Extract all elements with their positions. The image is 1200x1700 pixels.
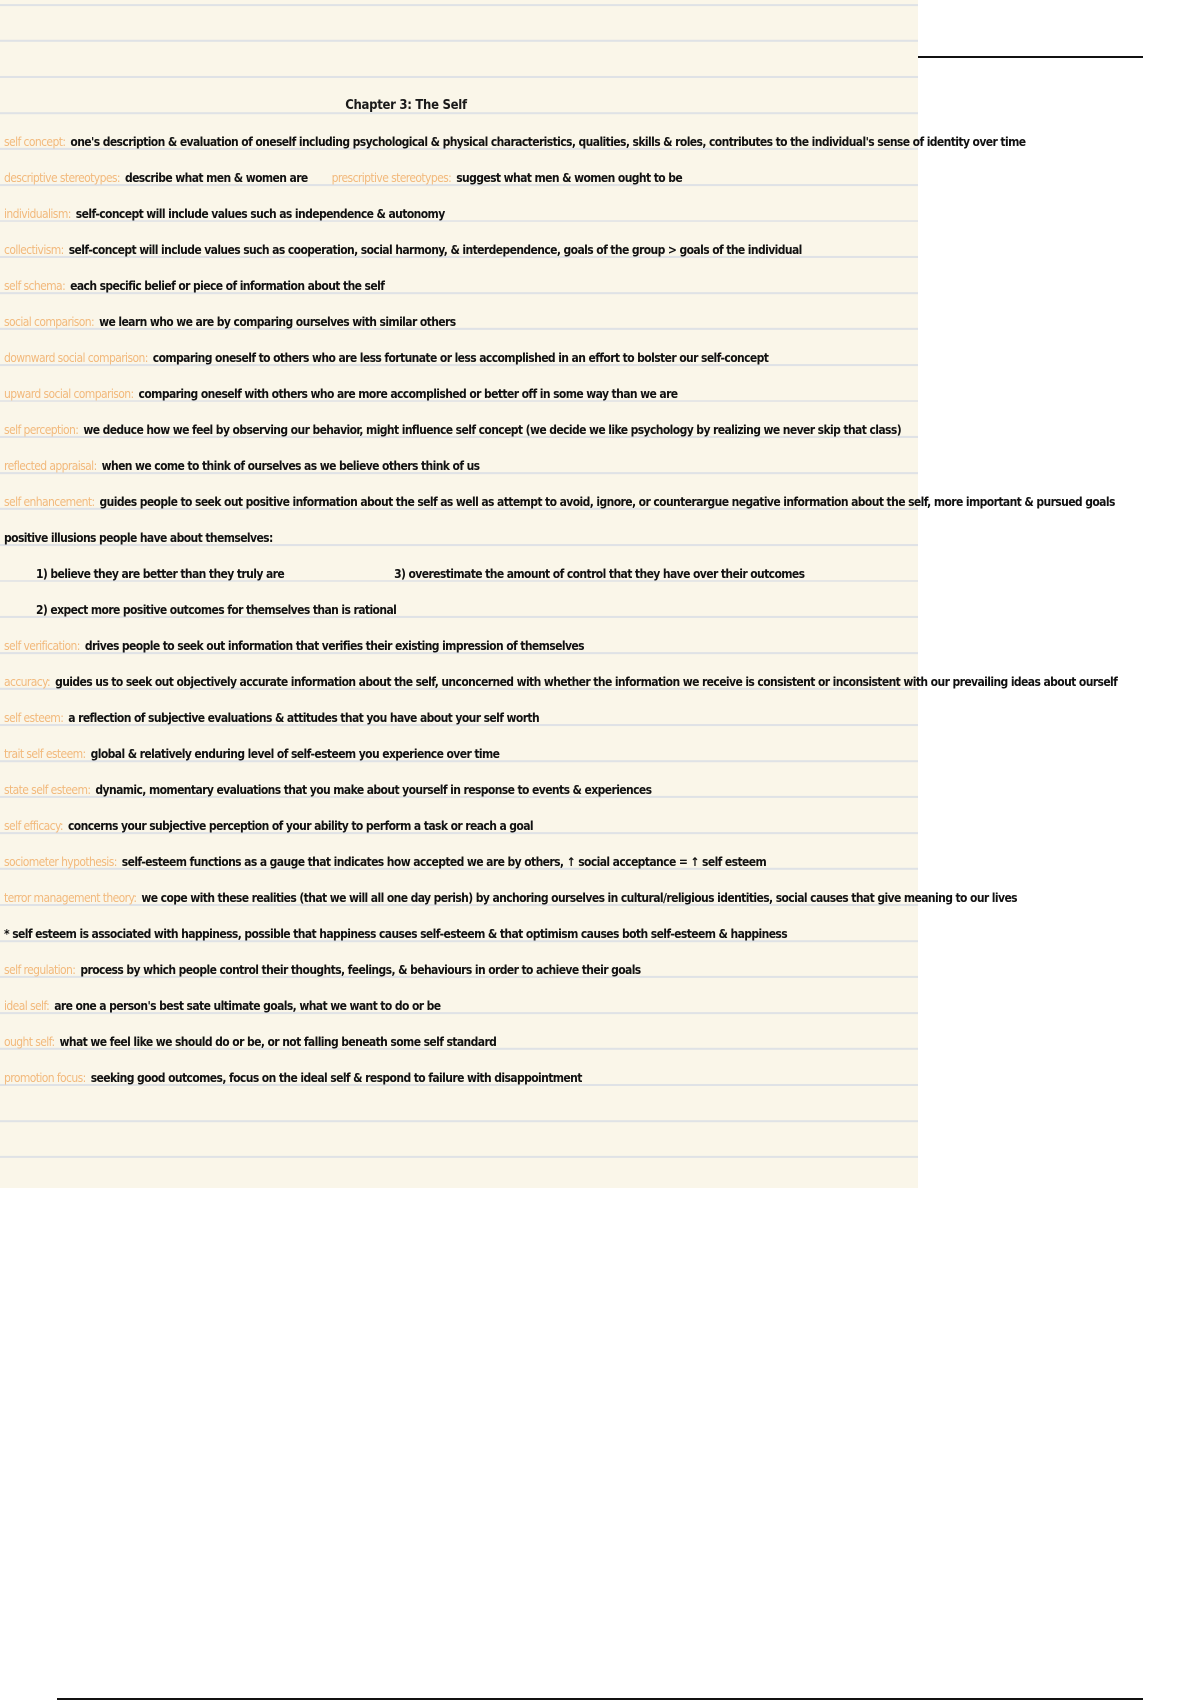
- definition-text: 2) expect more positive outcomes for themselves than is rational: [36, 603, 397, 617]
- note-line: [4, 783, 916, 797]
- term-label: reflected appraisal:: [4, 459, 97, 473]
- term-label: self regulation:: [4, 963, 76, 977]
- definition-text: concerns your subjective perception of your ability to perform a task or reach a goal: [67, 819, 534, 833]
- note-line: [4, 963, 916, 977]
- term-label: state self esteem:: [4, 783, 91, 797]
- definition-text: process by which people control their thoughts, feelings, & behaviours in order to achieve their goals: [80, 963, 641, 977]
- note-line: [4, 819, 916, 833]
- term-label: collectivism:: [4, 243, 64, 257]
- term-label: downward social comparison:: [4, 351, 148, 365]
- definition-text: comparing oneself to others who are less fortunate or less accomplished in an effort to bolster our self-concept: [152, 351, 769, 365]
- note-line: [4, 315, 916, 329]
- note-line: [4, 351, 916, 365]
- note-line: [4, 387, 916, 401]
- definition-text: we learn who we are by comparing ourselves with similar others: [99, 315, 456, 329]
- term-label: trait self esteem:: [4, 747, 86, 761]
- term-label: self verification:: [4, 639, 80, 653]
- term-label: self enhancement:: [4, 495, 95, 509]
- note-line: [4, 495, 1115, 509]
- definition-text: a reflection of subjective evaluations & attitudes that you have about your self worth: [68, 711, 540, 725]
- term-label: descriptive stereotypes:: [4, 171, 120, 185]
- note-line: [4, 855, 916, 869]
- note-line: [4, 207, 916, 221]
- term-label: sociometer hypothesis:: [4, 855, 117, 869]
- definition-text: one's description & evaluation of oneself including psychological & physical characteristics, qualities, skills & roles, contributes to the individual's sense of identity over time: [70, 135, 1026, 149]
- definition-text: suggest what men & women ought to be: [456, 171, 683, 185]
- definition-text: each specific belief or piece of information about the self: [70, 279, 385, 293]
- definition-text: self-concept will include values such as independence & autonomy: [75, 207, 445, 221]
- term-label: promotion focus:: [4, 1071, 86, 1085]
- header-rule: [918, 56, 1143, 58]
- definition-text: * self esteem is associated with happiness, possible that happiness causes self-esteem & that optimism causes both self-esteem & happiness: [4, 927, 788, 941]
- note-line: [4, 639, 916, 653]
- definition-text: we deduce how we feel by observing our behavior, might influence self concept (we decide we like psychology by realizing we never skip that class): [83, 423, 902, 437]
- note-line: [4, 135, 1026, 149]
- definition-text: describe what men & women are: [124, 171, 308, 185]
- term-label: ought self:: [4, 1035, 55, 1049]
- term-label: upward social comparison:: [4, 387, 134, 401]
- note-line: [4, 279, 916, 293]
- note-line: [4, 891, 1017, 905]
- term-label: self concept:: [4, 135, 66, 149]
- note-line: [4, 603, 948, 617]
- definition-text: guides us to seek out objectively accurate information about the self, unconcerned with whether the information we receive is consistent or inconsistent with our prevailing ideas about ourself: [55, 675, 1118, 689]
- definition-text: comparing oneself with others who are more accomplished or better off in some way than we are: [138, 387, 678, 401]
- note-line: [4, 999, 916, 1013]
- definition-text: 3) overestimate the amount of control that they have over their outcomes: [394, 567, 805, 581]
- note-line: [4, 927, 916, 941]
- definition-text: positive illusions people have about themselves:: [4, 531, 273, 545]
- definition-text: we cope with these realities (that we will all one day perish) by anchoring ourselves in cultural/religious identities, social causes that give meaning to our lives: [141, 891, 1017, 905]
- note-line: [4, 1071, 916, 1085]
- note-line: [4, 459, 916, 473]
- note-line: [4, 675, 1118, 689]
- term-label: ideal self:: [4, 999, 50, 1013]
- note-line: [4, 747, 916, 761]
- note-line: [4, 531, 916, 545]
- definition-text: 1) believe they are better than they truly are: [36, 567, 285, 581]
- term-label: individualism:: [4, 207, 71, 221]
- definition-text: what we feel like we should do or be, or not falling beneath some self standard: [59, 1035, 497, 1049]
- definition-text: self-concept will include values such as cooperation, social harmony, & interdependence, goals of the group > goals of the individual: [68, 243, 802, 257]
- term-label: social comparison:: [4, 315, 95, 329]
- term-label: self schema:: [4, 279, 66, 293]
- note-line: [4, 423, 916, 437]
- term-label: terror management theory:: [4, 891, 137, 905]
- term-label: prescriptive stereotypes:: [331, 171, 452, 185]
- definition-text: self-esteem functions as a gauge that indicates how accepted we are by others, ↑ social acceptance = ↑ self esteem: [121, 855, 767, 869]
- definition-text: guides people to seek out positive information about the self as well as attempt to avoid, ignore, or counterargue negative information about the self, more important & pursued goals: [99, 495, 1115, 509]
- term-label: self perception:: [4, 423, 79, 437]
- note-line: [4, 1035, 916, 1049]
- definition-text: dynamic, momentary evaluations that you make about yourself in response to events & experiences: [95, 783, 652, 797]
- definition-text: when we come to think of ourselves as we believe others think of us: [101, 459, 480, 473]
- note-line: [4, 567, 948, 581]
- definition-text: seeking good outcomes, focus on the ideal self & respond to failure with disappointment: [90, 1071, 582, 1085]
- term-label: self esteem:: [4, 711, 64, 725]
- definition-text: drives people to seek out information that verifies their existing impression of themselves: [84, 639, 584, 653]
- note-line: [4, 171, 916, 185]
- term-label: self efficacy:: [4, 819, 63, 833]
- definition-text: global & relatively enduring level of self-esteem you experience over time: [90, 747, 500, 761]
- definition-text: are one a person's best sate ultimate goals, what we want to do or be: [54, 999, 441, 1013]
- note-line: [4, 243, 916, 257]
- note-line: [4, 711, 916, 725]
- page-title: Chapter 3: The Self: [345, 98, 467, 113]
- term-label: accuracy:: [4, 675, 51, 689]
